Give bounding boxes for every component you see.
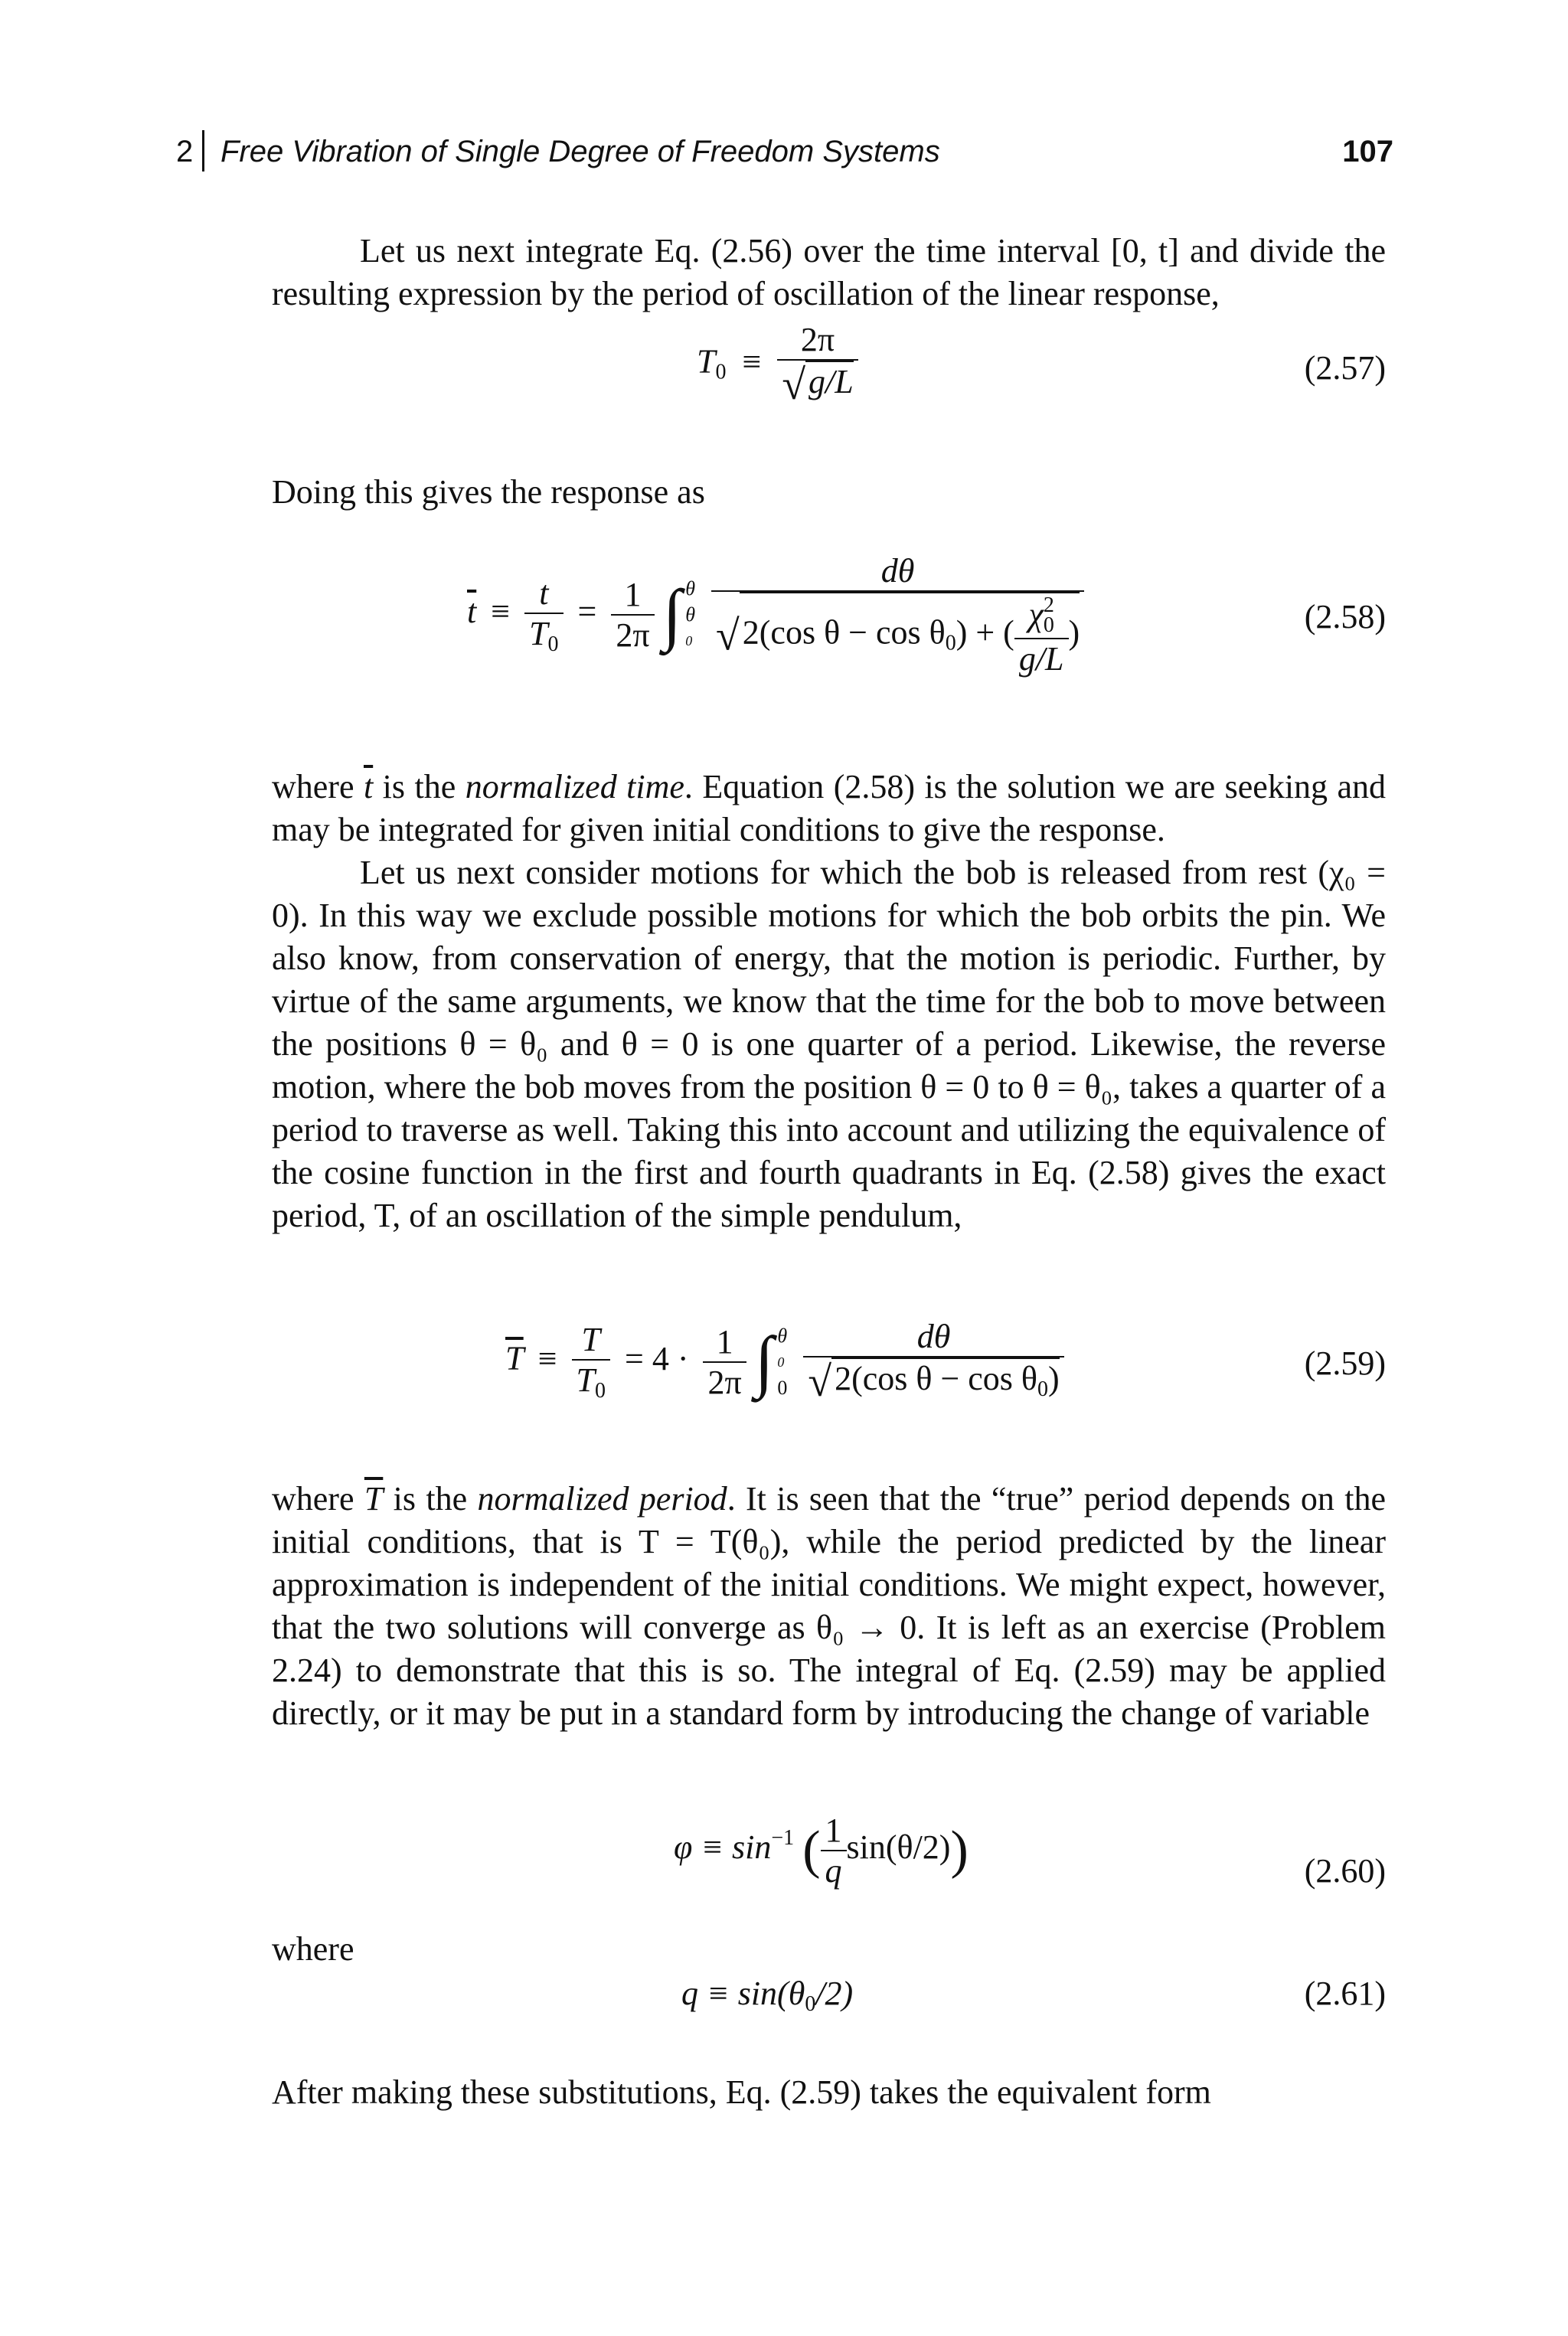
eq-chi-sub: 0	[1043, 613, 1054, 637]
eq-lower-limit: θ	[685, 603, 696, 626]
eq-one: 1	[624, 576, 642, 613]
paragraph-text: After making these substitutions, Eq. (2.59) takes the equivalent form	[272, 2073, 1211, 2111]
eq-denominator: g/L	[805, 361, 854, 401]
paragraph-text: where	[272, 1930, 354, 1968]
paragraph-4: Let us next consider motions for which the bob is released from rest (χ₀ = 0). In this way we exclude possible motions for which the bob orbits the pin. We also know, from conservation of energy, that the motion is periodic. Further, by virtue of the same arguments, we know that the time for the bob to move between the positions θ = θ₀ and θ = 0 is one quarter of a period. Likewise, the reverse motion, where the bob moves from the position θ = 0 to θ = θ₀, takes a quarter of a period to traverse as well. Taking this into account and utilizing the equivalence of the cosine function in the first and fourth quadrants in Eq. (2.58) gives the exact period, T, of an oscillation of the simple pendulum,	[272, 854, 1386, 1234]
sqrt-icon: √	[808, 1358, 832, 1406]
eq-lhs: T	[697, 342, 716, 381]
Tbar-symbol: $\overline{T}$	[364, 1480, 384, 1518]
eq-dtheta: dθ	[916, 1318, 951, 1355]
eq-tail: /2)	[815, 1975, 854, 2012]
text-run: . Equation (2.58) is the solution we are seeking and may be integrated for given initial conditions to give the response.	[272, 768, 1387, 848]
eq-sub: 0	[715, 360, 727, 384]
header-divider	[202, 130, 204, 172]
tbar-symbol: $\overline{t}$	[363, 768, 374, 805]
chapter-title: Free Vibration of Single Degree of Freedom Systems	[220, 135, 940, 168]
paragraph-2	[272, 471, 1386, 514]
eq-lhs: φ ≡ sin	[674, 1828, 772, 1867]
sqrt-icon: √	[782, 361, 806, 409]
eq-T0: T	[529, 614, 548, 652]
equation-2-61	[681, 1974, 853, 2017]
sqrt-icon: √	[716, 612, 740, 660]
eq-sub: 0	[805, 1992, 816, 2016]
paragraph-text: Let us next integrate Eq. (2.56) over the time interval [0, t] and divide the resulting expression by the period of oscillation of the linear response,	[272, 232, 1386, 312]
term-normalized-time: normalized time	[465, 768, 684, 805]
eq-upper-limit: θ	[685, 577, 696, 600]
eq-expr-sub: 0	[1037, 1377, 1049, 1402]
eq-T0: T	[576, 1361, 595, 1399]
equation-number: (2.61)	[1304, 1975, 1386, 2012]
paragraph-1	[272, 230, 1386, 315]
eq-dtheta: dθ	[880, 552, 915, 590]
eq-expr-tail: ) +	[956, 613, 995, 652]
integral-icon: ∫	[662, 577, 682, 652]
eq-numerator: 2π	[800, 321, 835, 358]
equation-number: (2.57)	[1304, 349, 1386, 387]
eq-relation: ≡	[742, 342, 762, 381]
eq-fraction	[777, 320, 858, 410]
eq-sup: −1	[771, 1826, 795, 1851]
eq-expr-tail: )	[1048, 1360, 1060, 1398]
running-header	[176, 129, 1393, 175]
eq-T: T	[581, 1321, 600, 1358]
paragraph-3	[272, 766, 1386, 1237]
text-run: where	[272, 768, 354, 805]
term-normalized-period: normalized period	[477, 1480, 727, 1518]
text-run: . It is seen that the “true” period depends on the initial conditions, that is T = T(θ₀), while the period predicted by the linear approximation is independent of the initial conditions. We might expect, however, that the two solutions will converge as θ₀ → 0. It is left as an exercise (Problem 2.24) to demonstrate that this is so. The integral of Eq. (2.59) may be applied directly, or it may be put in a standard form by introducing the change of variable	[272, 1480, 1387, 1732]
eq-upper-limit: θ	[777, 1324, 788, 1347]
eq-expr: 2(cos θ − cos θ	[742, 613, 946, 652]
eq-four: = 4 ·	[625, 1339, 689, 1377]
equation-number: (2.59)	[1304, 1344, 1386, 1382]
equation-2-58: $\overline{t}$ ≡ $\frac{t}{T_0}$ = $\frac{1}{2\pi}$ ∫ θ θ 0 dθ √2(cos $\theta - \cos \theta_0$) + ( $\frac{\chi^2_0}{g/L}$ )	[467, 551, 1084, 678]
eq-lower-limit: 0	[777, 1376, 788, 1399]
equation-2-57	[697, 320, 858, 410]
paragraph-5	[272, 1478, 1386, 1735]
text-run: is the	[382, 768, 456, 805]
equation-2-59: $\overline{T}$ ≡ $\frac{T}{T_0}$ = 4 · $\frac{1}{2\pi}$ ∫ θ 0 0 $\frac{d\theta}{√2(\cos \theta - \cos \theta_0)}$	[505, 1317, 1064, 1407]
paragraph-6	[272, 1928, 1386, 1971]
text-run: where	[272, 1480, 354, 1518]
eq-tail: sin(θ/2)	[846, 1828, 951, 1867]
eq-tbar: $\overline{t}$	[467, 593, 477, 631]
eq-one: 1	[825, 1812, 842, 1849]
chapter-number: 2	[176, 135, 194, 168]
eq-gL: g/L	[1014, 638, 1069, 678]
text-run: is the	[393, 1480, 468, 1518]
eq-twopi: 2π	[611, 614, 654, 655]
paragraph-text: Doing this gives the response as	[272, 473, 705, 511]
eq-chi: χ	[1028, 596, 1044, 633]
eq-one: 1	[716, 1322, 733, 1361]
eq-lhs: q ≡ sin(θ	[681, 1975, 805, 2012]
eq-upper-sub: 0	[777, 1354, 785, 1370]
equation-number: (2.60)	[1304, 1852, 1386, 1890]
eq-q: q	[821, 1850, 847, 1890]
eq-expr: 2(cos θ − cos θ	[835, 1360, 1038, 1398]
integral-icon: ∫	[754, 1323, 774, 1400]
eq-twopi: 2π	[703, 1361, 746, 1402]
equation-number: (2.58)	[1304, 598, 1386, 635]
eq-t: t	[539, 573, 549, 612]
paragraph-7	[272, 2071, 1386, 2114]
equation-2-60: $\varphi \equiv \sin^{-1}$ ( $\frac{1}{q}$ sin(θ/2))	[674, 1812, 969, 1890]
eq-Tbar: $\overline{T}$	[505, 1339, 524, 1377]
eq-chi-sup: 2	[1043, 593, 1054, 617]
page-number: 107	[1342, 135, 1393, 168]
eq-expr-sub: 0	[945, 631, 956, 655]
